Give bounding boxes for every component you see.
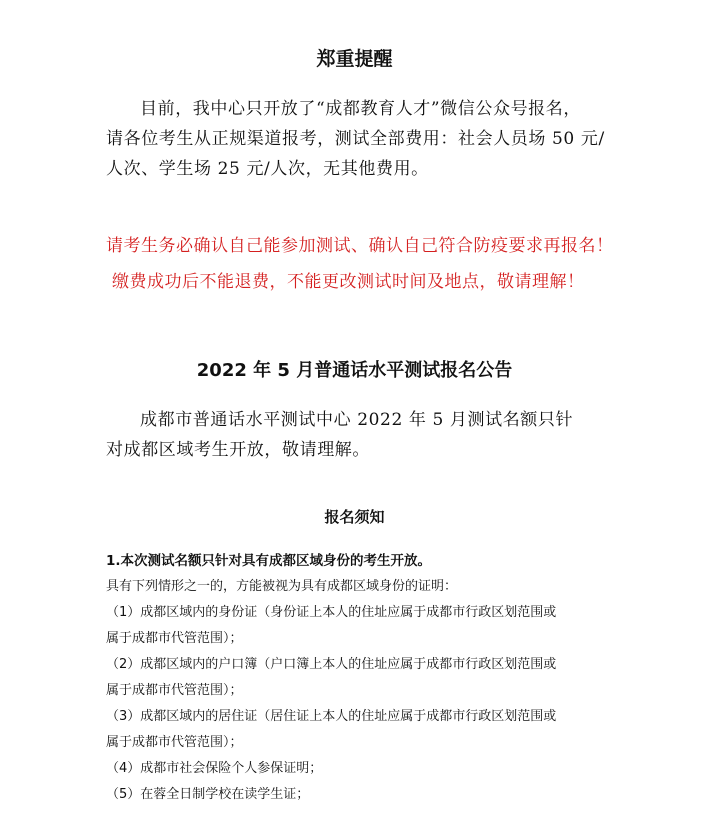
rule-line: （4）成都市社会保险个人参保证明；: [106, 761, 323, 776]
rule-line: 属于成都市代管范围）；: [106, 683, 243, 698]
notice-line: 请各位考生从正规渠道报考，测试全部费用：社会人员场 50 元/: [106, 129, 605, 149]
notice-line: 人次、学生场 25 元/人次，无其他费用。: [106, 159, 429, 179]
notice-title: 郑重提醒: [316, 48, 393, 70]
rule-line: （5）在蓉全日制学校在读学生证；: [106, 787, 310, 802]
rule-line: 属于成都市代管范围）；: [106, 631, 243, 646]
warning-paragraph: [106, 228, 626, 300]
rule-line: （1）成都区域内的身份证（身份证上本人的住址应属于成都市行政区划范围或: [106, 605, 557, 620]
rule-line: （2）成都区域内的户口簿（户口簿上本人的住址应属于成都市行政区划范围或: [106, 657, 557, 672]
registration-title: 报名须知: [324, 508, 385, 526]
announcement-line: 对成都区域考生开放，敬请理解。: [106, 440, 370, 460]
rule-line: （3）成都区域内的居住证（居住证上本人的住址应属于成都市行政区划范围或: [106, 709, 557, 724]
announcement-title: 2022 年 5 月普通话水平测试报名公告: [196, 360, 513, 381]
rule-line: 属于成都市代管范围）；: [106, 735, 243, 750]
registration-rules: [106, 548, 626, 808]
notice-paragraph: [106, 94, 626, 184]
notice-line: 目前，我中心只开放了“成都教育人才”微信公众号报名，: [140, 99, 581, 119]
announcement-line: 成都市普通话水平测试中心 2022 年 5 月测试名额只针: [140, 410, 574, 430]
warning-line: 缴费成功后不能退费，不能更改测试时间及地点，敬请理解！: [112, 272, 585, 292]
rule-heading: 1.本次测试名额只针对具有成都区域身份的考生开放。: [106, 553, 432, 569]
announcement-paragraph: [106, 405, 626, 465]
warning-line: 请考生务必确认自己能参加测试、确认自己符合防疫要求再报名！: [106, 236, 614, 256]
rule-intro: 具有下列情形之一的，方能被视为具有成都区域身份的证明：: [106, 579, 458, 594]
